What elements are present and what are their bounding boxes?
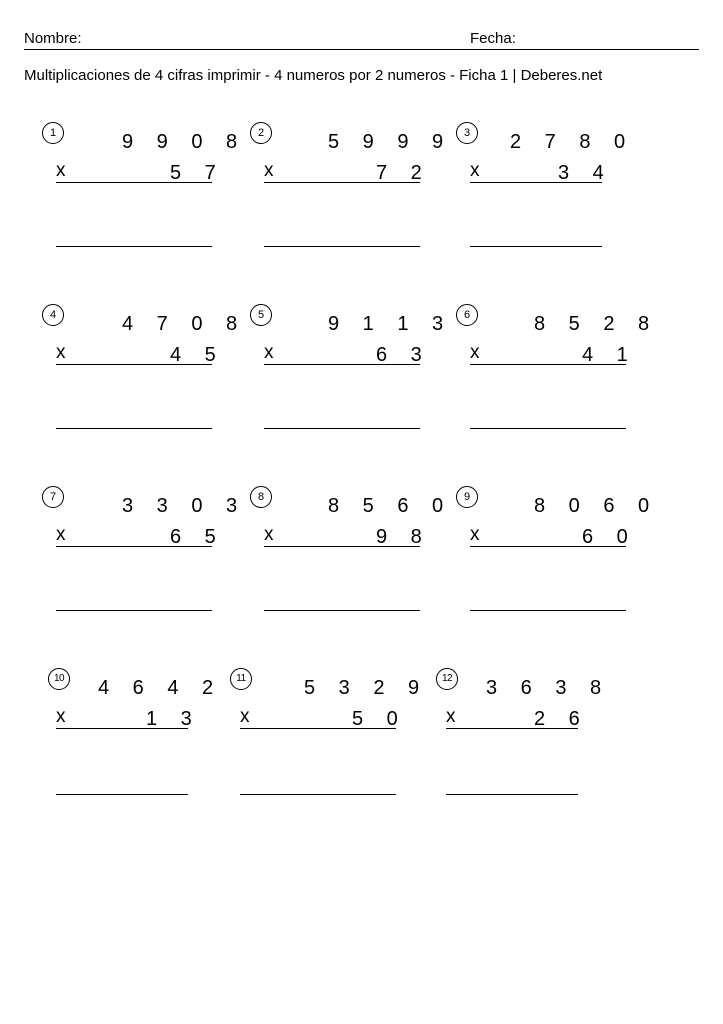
multiplicand: 9 9 0 8 [122, 131, 247, 153]
product-line [264, 364, 420, 365]
problem-number: 4 [42, 304, 64, 326]
problem-3 [456, 122, 656, 272]
problem-number: 6 [456, 304, 478, 326]
problem-4 [42, 304, 247, 454]
product-line [470, 546, 626, 547]
product-line [56, 546, 212, 547]
answer-line[interactable] [240, 794, 396, 795]
problem-number: 12 [436, 668, 458, 690]
problem-6 [456, 304, 659, 454]
multiplier: 3 4 [558, 162, 613, 184]
times-sign: x [264, 160, 274, 181]
product-line [470, 364, 626, 365]
problem-8 [250, 486, 453, 636]
multiplier: 5 7 [170, 162, 225, 184]
answer-line[interactable] [470, 246, 602, 247]
answer-line[interactable] [470, 610, 626, 611]
answer-line[interactable] [264, 246, 420, 247]
header-divider [24, 49, 699, 50]
multiplicand: 4 7 0 8 [122, 313, 247, 335]
times-sign: x [470, 342, 480, 363]
problem-number: 9 [456, 486, 478, 508]
times-sign: x [56, 160, 66, 181]
problem-number: 5 [250, 304, 272, 326]
times-sign: x [446, 706, 456, 727]
multiplicand: 3 3 0 3 [122, 495, 247, 517]
product-line [446, 728, 578, 729]
product-line [264, 546, 420, 547]
product-line [56, 182, 212, 183]
problem-number: 8 [250, 486, 272, 508]
multiplier: 1 3 [146, 708, 201, 730]
problem-1 [42, 122, 247, 272]
problem-7 [42, 486, 247, 636]
problem-number: 2 [250, 122, 272, 144]
multiplier: 4 5 [170, 344, 225, 366]
problem-11 [230, 668, 430, 818]
multiplier: 6 3 [376, 344, 431, 366]
multiplicand: 3 6 3 8 [486, 677, 611, 699]
multiplicand: 5 9 9 9 [328, 131, 453, 153]
times-sign: x [264, 342, 274, 363]
problem-number: 7 [42, 486, 64, 508]
problem-5 [250, 304, 453, 454]
worksheet-title: Multiplicaciones de 4 cifras imprimir - 4 numeros por 2 numeros - Ficha 1 | Deberes.net [24, 67, 603, 84]
multiplier: 9 8 [376, 526, 431, 548]
times-sign: x [56, 706, 66, 727]
answer-line[interactable] [56, 610, 212, 611]
product-line [240, 728, 396, 729]
multiplier: 6 5 [170, 526, 225, 548]
multiplier: 6 0 [582, 526, 637, 548]
times-sign: x [264, 524, 274, 545]
multiplicand: 8 5 6 0 [328, 495, 453, 517]
name-label: Nombre: [24, 30, 82, 47]
answer-line[interactable] [470, 428, 626, 429]
multiplier: 5 0 [352, 708, 407, 730]
product-line [56, 728, 188, 729]
problem-number: 11 [230, 668, 252, 690]
problem-2 [250, 122, 453, 272]
answer-line[interactable] [56, 246, 212, 247]
answer-line[interactable] [446, 794, 578, 795]
product-line [264, 182, 420, 183]
multiplier: 7 2 [376, 162, 431, 184]
problem-9 [456, 486, 659, 636]
multiplier: 2 6 [534, 708, 589, 730]
problem-number: 10 [48, 668, 70, 690]
answer-line[interactable] [264, 428, 420, 429]
multiplicand: 8 0 6 0 [534, 495, 659, 517]
multiplicand: 4 6 4 2 [98, 677, 223, 699]
times-sign: x [470, 160, 480, 181]
multiplier: 4 1 [582, 344, 637, 366]
problem-number: 3 [456, 122, 478, 144]
problem-number: 1 [42, 122, 64, 144]
date-label: Fecha: [470, 30, 516, 47]
times-sign: x [56, 342, 66, 363]
answer-line[interactable] [264, 610, 420, 611]
multiplicand: 8 5 2 8 [534, 313, 659, 335]
problem-12 [436, 668, 636, 818]
product-line [56, 364, 212, 365]
multiplicand: 5 3 2 9 [304, 677, 429, 699]
multiplicand: 9 1 1 3 [328, 313, 453, 335]
answer-line[interactable] [56, 794, 188, 795]
times-sign: x [56, 524, 66, 545]
answer-line[interactable] [56, 428, 212, 429]
times-sign: x [240, 706, 250, 727]
problem-10 [48, 668, 248, 818]
multiplicand: 2 7 8 0 [510, 131, 635, 153]
product-line [470, 182, 602, 183]
times-sign: x [470, 524, 480, 545]
